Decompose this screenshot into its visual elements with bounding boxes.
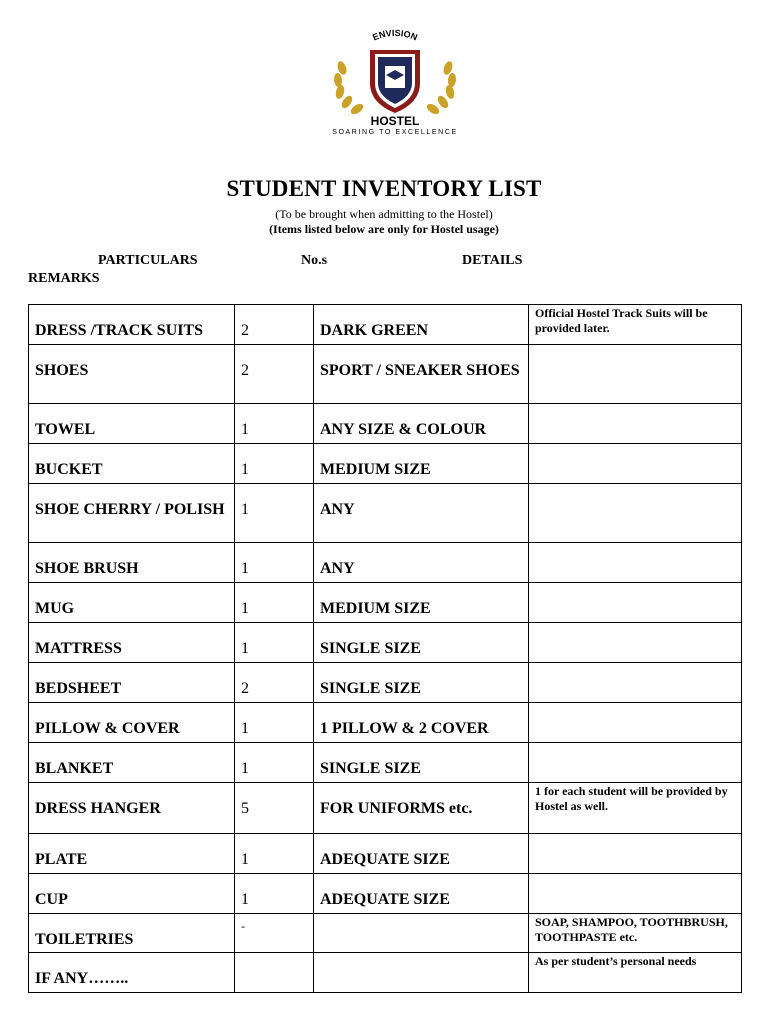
item-cell: SHOE BRUSH [29, 543, 235, 583]
quantity-cell: 1 [235, 743, 314, 783]
item-cell: SHOES [29, 345, 235, 404]
table-row [29, 953, 742, 993]
remarks-cell: As per student’s personal needs [529, 953, 742, 993]
details-cell: MEDIUM SIZE [314, 444, 529, 484]
remarks-cell [529, 484, 742, 543]
item-cell: PLATE [29, 834, 235, 874]
item-cell: MATTRESS [29, 623, 235, 663]
quantity-cell: 2 [235, 305, 314, 345]
item-cell: PILLOW & COVER [29, 703, 235, 743]
table-row [29, 404, 742, 444]
remarks-cell [529, 663, 742, 703]
details-cell: SINGLE SIZE [314, 663, 529, 703]
item-cell: TOILETRIES [29, 914, 235, 953]
remarks-cell [529, 404, 742, 444]
details-cell: ADEQUATE SIZE [314, 874, 529, 914]
logo-hostel-text: HOSTEL [370, 114, 420, 128]
table-row [29, 623, 742, 663]
remarks-cell: Official Hostel Track Suits will be provided later. [529, 305, 742, 345]
remarks-cell [529, 703, 742, 743]
svg-text:ENVISION: ENVISION [371, 28, 419, 43]
header-remarks: REMARKS [28, 271, 100, 286]
remarks-cell [529, 444, 742, 484]
document-note: (Items listed below are only for Hostel usage) [269, 222, 499, 236]
table-row [29, 543, 742, 583]
quantity-cell: 1 [235, 444, 314, 484]
quantity-cell: 1 [235, 583, 314, 623]
details-cell: SPORT / SNEAKER SHOES [314, 345, 529, 404]
table-row [29, 743, 742, 783]
table-row [29, 484, 742, 543]
table-row [29, 874, 742, 914]
item-cell: BUCKET [29, 444, 235, 484]
remarks-cell: 1 for each student will be provided by Hostel as well. [529, 783, 742, 834]
item-cell: CUP [29, 874, 235, 914]
inventory-table [28, 304, 742, 993]
table-row [29, 345, 742, 404]
quantity-cell: 1 [235, 623, 314, 663]
item-cell: BLANKET [29, 743, 235, 783]
document-subtitle: (To be brought when admitting to the Hostel) [275, 207, 493, 221]
header-details: DETAILS [462, 253, 523, 268]
remarks-cell [529, 623, 742, 663]
remarks-cell [529, 834, 742, 874]
quantity-cell: 2 [235, 345, 314, 404]
table-row [29, 444, 742, 484]
quantity-cell: 1 [235, 543, 314, 583]
table-row [29, 583, 742, 623]
details-cell: 1 PILLOW & 2 COVER [314, 703, 529, 743]
details-cell: ANY SIZE & COLOUR [314, 404, 529, 444]
remarks-cell [529, 345, 742, 404]
quantity-cell [235, 953, 314, 993]
quantity-cell: 1 [235, 484, 314, 543]
remarks-cell [529, 543, 742, 583]
remarks-cell: SOAP, SHAMPOO, TOOTHBRUSH, TOOTHPASTE etc. [529, 914, 742, 953]
details-cell [314, 914, 529, 953]
item-cell: TOWEL [29, 404, 235, 444]
details-cell: FOR UNIFORMS etc. [314, 783, 529, 834]
quantity-cell: 1 [235, 874, 314, 914]
details-cell: SINGLE SIZE [314, 623, 529, 663]
item-cell: SHOE CHERRY / POLISH [29, 484, 235, 543]
table-row [29, 305, 742, 345]
details-cell: ANY [314, 484, 529, 543]
remarks-cell [529, 743, 742, 783]
details-cell: DARK GREEN [314, 305, 529, 345]
remarks-cell [529, 583, 742, 623]
hostel-crest-icon [320, 28, 470, 138]
hostel-logo [320, 28, 470, 138]
item-cell: DRESS HANGER [29, 783, 235, 834]
details-cell: SINGLE SIZE [314, 743, 529, 783]
details-cell: MEDIUM SIZE [314, 583, 529, 623]
item-cell: IF ANY…….. [29, 953, 235, 993]
quantity-cell: 1 [235, 834, 314, 874]
quantity-cell: 2 [235, 663, 314, 703]
table-row [29, 783, 742, 834]
quantity-cell: 1 [235, 404, 314, 444]
logo-tagline: SOARING TO EXCELLENCE [332, 129, 458, 136]
header-particulars: PARTICULARS [98, 253, 198, 268]
item-cell: BEDSHEET [29, 663, 235, 703]
details-cell: ADEQUATE SIZE [314, 834, 529, 874]
document-title: STUDENT INVENTORY LIST [226, 176, 542, 201]
header-nos: No.s [301, 253, 328, 268]
item-cell: DRESS /TRACK SUITS [29, 305, 235, 345]
table-row [29, 703, 742, 743]
quantity-cell: 1 [235, 703, 314, 743]
details-cell: ANY [314, 543, 529, 583]
table-row [29, 834, 742, 874]
item-cell: MUG [29, 583, 235, 623]
table-row [29, 914, 742, 953]
remarks-cell [529, 874, 742, 914]
details-cell [314, 953, 529, 993]
quantity-cell: - [235, 914, 314, 953]
quantity-cell: 5 [235, 783, 314, 834]
table-row [29, 663, 742, 703]
